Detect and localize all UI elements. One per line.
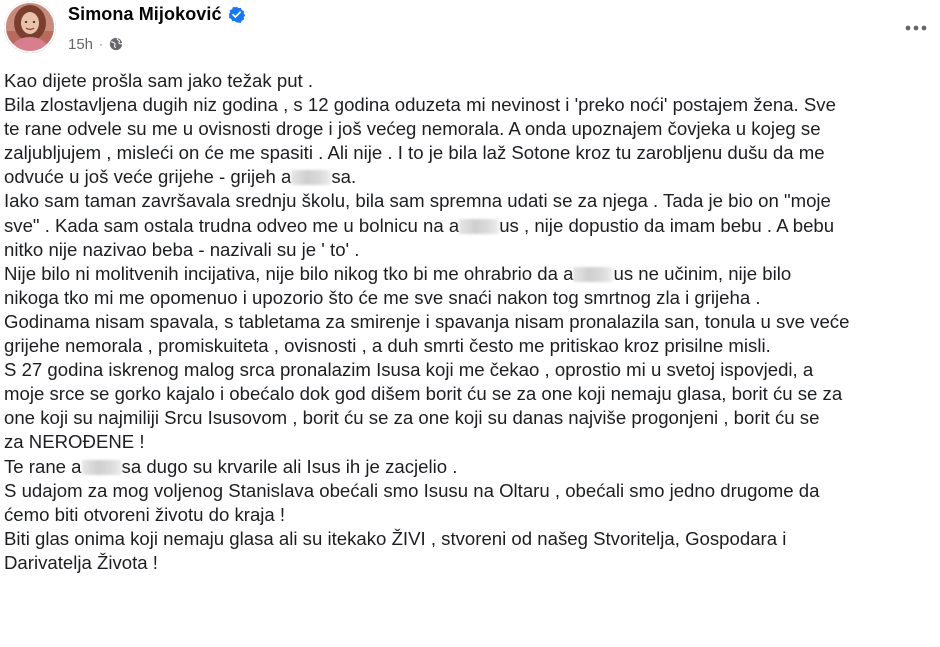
post-text-line — [4, 286, 930, 310]
post-text-line — [4, 503, 930, 527]
post-text-segment: sve" . Kada sam ostala trudna odveo me u bolnicu na a — [4, 214, 460, 236]
post-text-line — [4, 334, 930, 358]
more-horizontal-icon — [905, 25, 927, 31]
post-text-segment: one koji su najmiliji Srcu Isusovom , borit ću se za one koji su danas najviše progonjeni , borit ću se — [4, 407, 820, 429]
post-text-segment: odvuće u još veće grijehe - grijeh a — [4, 166, 292, 188]
globe-icon[interactable] — [109, 37, 123, 51]
author-avatar[interactable] — [4, 1, 56, 53]
post-text-segment: nikoga tko mi me opomenuo i upozorio što će me sve snaći nakon tog smrtnog zla i grijeha . — [4, 286, 761, 308]
post-meta — [68, 34, 123, 54]
post-text-line — [4, 214, 930, 238]
post-text-segment: Biti glas onima koji nemaju glasa ali su itekako ŽIVI , stvoreni od našeg Stvoritelja, Gospodara i — [4, 527, 787, 549]
author-row — [68, 2, 245, 26]
post-text-segment: Kao dijete prošla sam jako težak put . — [4, 70, 314, 91]
post-text-line — [4, 262, 930, 286]
post-text-segment: te rane odvele su me u ovisnosti droge i još većeg nemorala. A onda upoznajem čovjeka u kojeg se — [4, 118, 821, 140]
post-text-segment: us , nije dopustio da imam bebu . A bebu — [499, 214, 835, 236]
censored-word-blur — [82, 460, 122, 475]
post-text-line — [4, 117, 930, 141]
post-text-segment: us ne učinim, nije bilo — [613, 262, 792, 284]
post-text-line — [4, 310, 930, 334]
post-text-line — [4, 165, 930, 189]
post-text-segment: moje srce se gorko kajalo i obećalo dok god dišem borit ću se za one koji nemaju glasa, borit ću se za — [4, 383, 843, 405]
post-text-segment: zaljubljujem , misleći on će me spasiti . Ali nije . I to je bila laž Sotone kroz tu zarobljenu dušu da me — [4, 142, 825, 164]
post-text-segment: za NEROĐENE ! — [4, 431, 145, 453]
post-text-segment: sa dugo su krvarile ali Isus ih je zacjelio . — [121, 455, 458, 477]
post-text-line — [4, 430, 930, 454]
avatar-image — [4, 1, 56, 53]
post-text-line — [4, 189, 930, 213]
post-text-line — [4, 238, 930, 262]
more-options-button[interactable] — [900, 14, 932, 42]
post-text-line — [4, 93, 930, 117]
post-text-line — [4, 479, 930, 503]
post-text-segment: Nije bilo ni molitvenih incijativa, nije bilo nikog tko bi me ohrabrio da a — [4, 262, 574, 284]
post-text-segment: nitko nije nazivao beba - nazivali su je ' to' . — [4, 238, 360, 260]
verified-badge-icon — [228, 6, 245, 23]
post-text-segment: Te rane a — [4, 455, 82, 477]
post-text-segment: S 27 godina iskrenog malog srca pronalazim Isusa koji me čekao , oprostio mi u svetoj ispovjedi, a — [4, 359, 814, 381]
post-header — [0, 0, 940, 66]
post-text-line — [4, 141, 930, 165]
post-text-segment: sa. — [331, 166, 357, 188]
author-name[interactable]: Simona Mijoković — [68, 3, 222, 24]
post-text-segment: Bila zlostavljena dugih niz godina , s 12 godina oduzeta mi nevinost i 'preko noći' postajem žena. Sve — [4, 94, 836, 116]
censored-word-blur — [291, 170, 331, 185]
post-text-line — [4, 358, 930, 382]
post-text-line — [4, 69, 930, 93]
post-text-line — [4, 382, 930, 406]
post-text-segment: Iako sam taman završavala srednju školu, bila sam spremna udati se za njega . Tada je bio on "moje — [4, 190, 831, 212]
post-text-line — [4, 527, 930, 551]
censored-word-blur — [459, 219, 499, 234]
post-timestamp[interactable]: 15h — [68, 35, 94, 53]
post-text-segment: Darivatelja Života ! — [4, 551, 158, 573]
post-text-segment: S udajom za mog voljenog Stanislava obećali smo Isusu na Oltaru , obećali smo jedno drugome da — [4, 479, 820, 501]
post-text-segment: ćemo biti otvoreni životu do kraja ! — [4, 503, 286, 525]
post-text — [4, 69, 930, 575]
post-text-line — [4, 455, 930, 479]
censored-word-blur — [573, 267, 613, 282]
post-text-segment: Godinama nisam spavala, s tabletama za smirenje i spavanja nisam pronalazila san, tonula u sve veće — [4, 310, 850, 332]
post-text-line — [4, 551, 930, 575]
post-text-line — [4, 406, 930, 430]
post-text-segment: grijehe nemorala , promiskuiteta , ovisnosti , a duh smrti često me pritiskao kroz prisilne misli. — [4, 335, 771, 357]
meta-separator: · — [99, 37, 104, 51]
